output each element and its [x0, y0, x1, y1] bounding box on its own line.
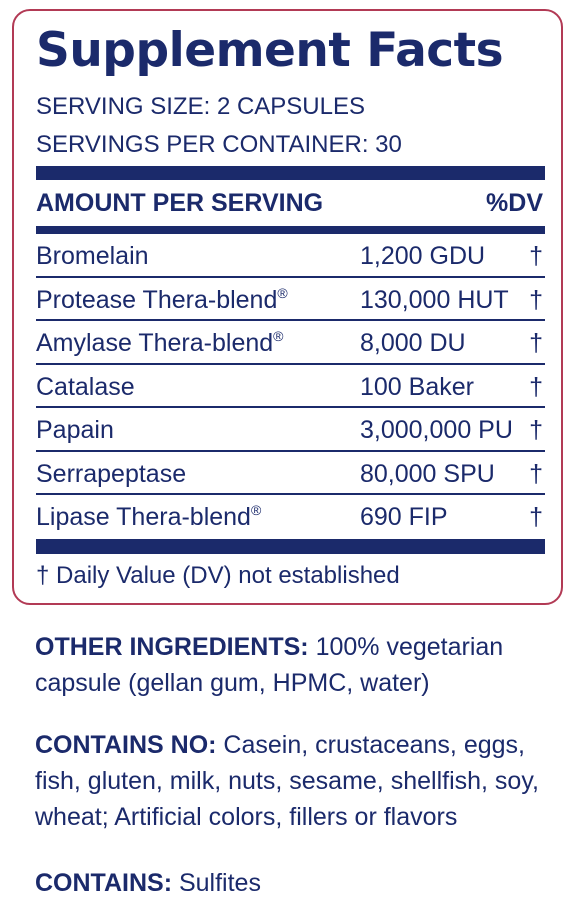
nutrient-amount: 80,000 SPU	[360, 459, 495, 488]
top-thick-rule	[36, 166, 545, 180]
supplement-facts-panel	[12, 9, 563, 605]
nutrient-name-text: Catalase	[36, 372, 135, 401]
nutrient-name	[36, 372, 135, 401]
panel-title: Supplement Facts	[36, 23, 504, 78]
table-row	[36, 278, 545, 322]
contains-no	[35, 727, 565, 835]
header-amount-per-serving: AMOUNT PER SERVING	[36, 189, 324, 217]
nutrient-amount: 1,200 GDU	[360, 242, 486, 270]
table-header	[36, 191, 545, 216]
nutrient-name-text: Bromelain	[36, 242, 149, 270]
header-dv: %DV	[486, 189, 543, 217]
nutrient-dv: †	[529, 372, 543, 401]
nutrient-dv: †	[529, 329, 543, 357]
nutrient-name	[36, 459, 187, 488]
nutrient-dv: †	[529, 285, 543, 314]
table-row	[36, 365, 545, 409]
registered-mark: ®	[277, 284, 288, 301]
dv-footnote: † Daily Value (DV) not established	[36, 562, 400, 589]
registered-mark: ®	[250, 502, 262, 518]
contains-text: Sulfites	[172, 869, 261, 897]
other-ingredients	[35, 629, 565, 701]
table-row	[36, 321, 545, 365]
nutrient-dv: †	[529, 416, 543, 444]
nutrient-name-text: Papain	[36, 416, 114, 444]
nutrient-amount: 130,000 HUT	[360, 285, 509, 314]
table-row	[36, 408, 545, 452]
table-row	[36, 452, 545, 496]
nutrient-name	[36, 284, 288, 314]
nutrient-amount: 100 Baker	[360, 372, 474, 401]
nutrient-amount: 690 FIP	[360, 503, 448, 531]
nutrient-name	[36, 502, 262, 531]
nutrient-name	[36, 418, 114, 443]
nutrient-name	[36, 328, 284, 357]
table-row	[36, 234, 545, 278]
nutrient-dv: †	[529, 503, 543, 531]
serving-size: SERVING SIZE: 2 CAPSULES	[36, 93, 366, 120]
contains-label: CONTAINS:	[35, 869, 173, 897]
table-row	[36, 495, 545, 539]
header-rule	[36, 226, 545, 234]
nutrient-dv: †	[529, 459, 543, 488]
nutrient-amount: 3,000,000 PU	[360, 416, 513, 444]
registered-mark: ®	[273, 328, 284, 344]
servings-per-container: SERVINGS PER CONTAINER: 30	[36, 131, 402, 158]
nutrient-name	[36, 244, 149, 269]
other-ingredients-label: OTHER INGREDIENTS:	[35, 633, 309, 661]
contains-no-text: Casein, crustaceans, eggs, fish, gluten, milk, nuts, sesame, shellfish, soy, wheat; Artificial colors, fillers or flavors	[35, 731, 539, 831]
nutrient-dv: †	[529, 242, 543, 270]
nutrient-name-text: Serrapeptase	[36, 459, 187, 488]
nutrient-amount: 8,000 DU	[360, 329, 466, 357]
contains	[35, 865, 565, 901]
contains-no-label: CONTAINS NO:	[35, 731, 217, 759]
bottom-thick-rule	[36, 539, 545, 554]
other-ingredients-text: 100% vegetarian capsule (gellan gum, HPMC, water)	[35, 633, 504, 697]
nutrient-name-text: Amylase Thera-blend	[36, 329, 274, 357]
nutrient-name-text: Lipase Thera-blend	[36, 503, 251, 531]
nutrient-name-text: Protease Thera-blend	[36, 285, 278, 314]
